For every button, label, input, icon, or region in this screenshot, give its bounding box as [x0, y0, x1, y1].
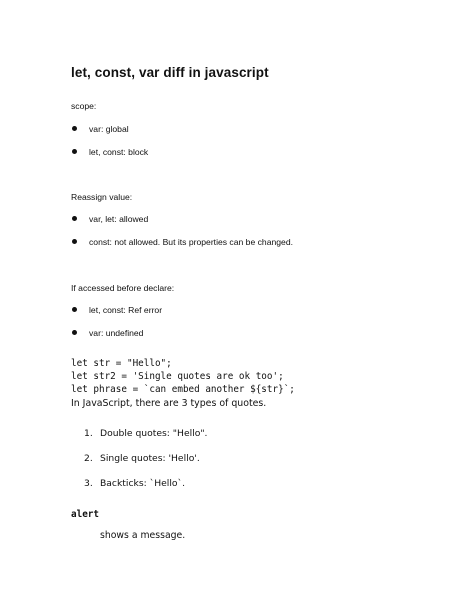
section-heading-reassign: Reassign value: [71, 192, 133, 202]
list-number: 3. [84, 478, 93, 489]
paragraph: In JavaScript, there are 3 types of quotes. [71, 398, 267, 409]
list-text: Backticks: `Hello`. [100, 478, 186, 489]
bullet-text: var: undefined [89, 328, 144, 338]
bullet-dot-icon [72, 330, 77, 335]
bullet-dot-icon [72, 126, 77, 131]
bullet-text: var, let: allowed [89, 214, 149, 224]
page-title: let, const, var diff in javascript [71, 65, 269, 80]
bullet-text: var: global [89, 124, 129, 134]
list-number: 2. [84, 453, 93, 464]
code-line: let str2 = 'Single quotes are ok too'; [71, 371, 284, 382]
bullet-dot-icon [72, 239, 77, 244]
code-line: let str = "Hello"; [71, 358, 172, 369]
bullet-text: let, const: block [89, 147, 149, 157]
list-number: 1. [84, 428, 93, 439]
bullet-text: let, const: Ref error [89, 305, 163, 315]
alert-description: shows a message. [100, 530, 186, 541]
bullet-dot-icon [72, 307, 77, 312]
code-block [71, 357, 295, 396]
list-text: Single quotes: 'Hello'. [100, 453, 200, 464]
section-heading-before-declare: If accessed before declare: [71, 283, 175, 293]
ordered-list-item [84, 428, 207, 439]
code-line: let phrase = `can embed another ${str}`; [71, 384, 295, 395]
bullet-dot-icon [72, 216, 77, 221]
alert-heading: alert [71, 509, 99, 520]
ordered-list-item [84, 478, 185, 489]
bullet-dot-icon [72, 149, 77, 154]
bullet-text: const: not allowed. But its properties can be changed. [89, 237, 293, 247]
list-text: Double quotes: "Hello". [100, 428, 208, 439]
section-heading-scope: scope: [71, 101, 97, 111]
ordered-list-item [84, 453, 200, 464]
